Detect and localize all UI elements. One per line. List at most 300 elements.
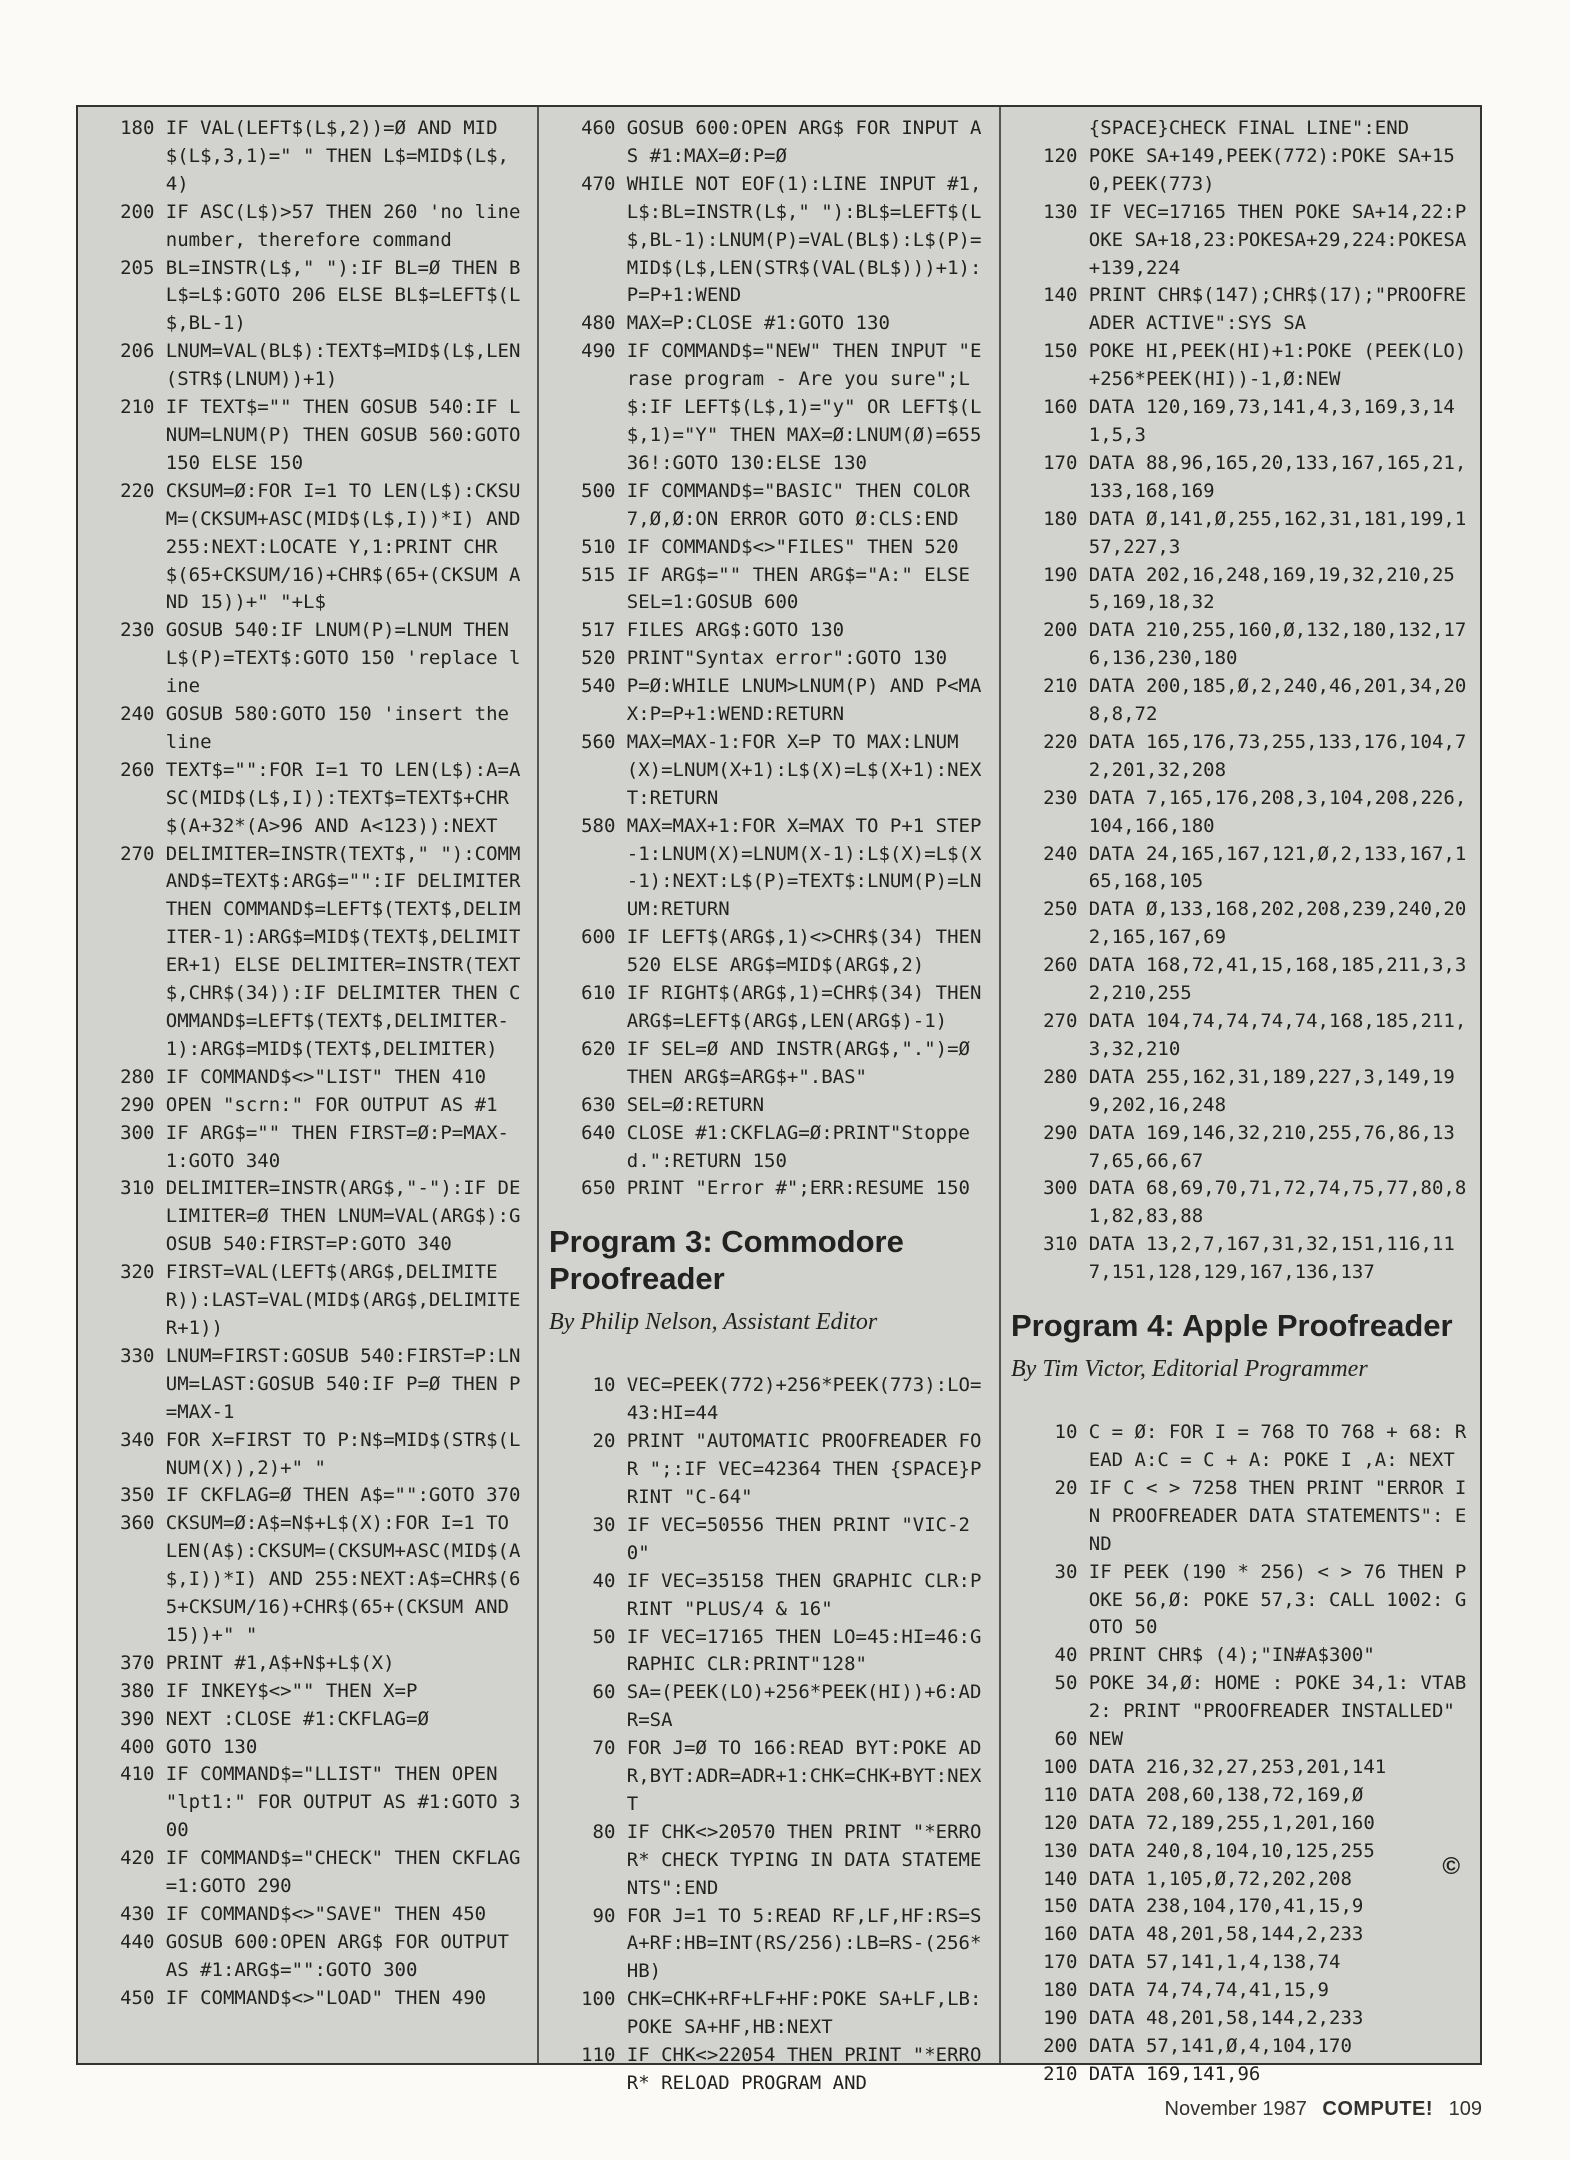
code-line: [1009, 1475, 1474, 1559]
line-number: 100: [1043, 1755, 1078, 1778]
line-code: POKE 34,Ø: HOME : POKE 34,1: VTAB 2: PRINT "PROOFREADER INSTALLED": [1088, 1672, 1478, 1723]
code-line: [86, 1064, 529, 1092]
line-number: 50: [1054, 1672, 1078, 1695]
line-number: 40: [592, 1569, 616, 1592]
line-number: 200: [1043, 2035, 1078, 2057]
line-number: 260: [1043, 954, 1078, 977]
code-line: [1009, 896, 1474, 952]
code-line: [547, 534, 991, 562]
code-line: [1009, 450, 1474, 506]
code-line: [1009, 1977, 1474, 2005]
code-line: [1009, 115, 1474, 143]
line-number: 270: [120, 842, 155, 865]
program-heading: Program 3: Commodore Proofreader: [549, 1224, 904, 1297]
line-number: 140: [1043, 1867, 1078, 1890]
code-line: [1009, 199, 1474, 283]
line-code: IF PEEK (190 * 256) < > 76 THEN POKE 56,Ø: POKE 57,3: CALL 1002: GOTO 50: [1088, 1560, 1467, 1639]
line-code: IF CKFLAG=Ø THEN A$="":GOTO 370: [165, 1484, 521, 1507]
line-number: 140: [1043, 284, 1078, 307]
line-number: 206: [120, 340, 155, 363]
column-2: [539, 107, 1001, 2094]
code-line: [86, 1175, 529, 1259]
code-line: [86, 841, 532, 1064]
code-line: [1009, 785, 1474, 841]
code-line: [547, 310, 991, 338]
code-line: [547, 980, 991, 1036]
line-code: IF COMMAND$<>"FILES" THEN 520: [626, 535, 959, 558]
line-number: 450: [120, 1986, 155, 2009]
line-code: DATA 210,255,160,Ø,132,180,132,176,136,230,180: [1088, 619, 1467, 670]
line-number: 610: [581, 982, 616, 1005]
line-number: 500: [581, 479, 616, 502]
line-code: DATA 240,8,104,10,125,255: [1088, 1839, 1375, 1862]
line-number: 260: [120, 758, 155, 781]
line-number: 60: [1054, 1728, 1078, 1751]
line-number: 210: [120, 396, 155, 419]
line-number: 150: [1043, 1895, 1078, 1918]
line-code: GOSUB 540:IF LNUM(P)=LNUM THEN L$(P)=TEXT$:GOTO 150 'replace line: [165, 619, 521, 698]
column-3: [1001, 107, 1482, 2085]
line-code: GOSUB 600:OPEN ARG$ FOR INPUT AS #1:MAX=Ø:P=Ø: [626, 117, 982, 167]
line-code: GOTO 130: [165, 1735, 258, 1758]
line-number: 130: [1043, 1839, 1078, 1862]
line-code: PRINT"Syntax error":GOTO 130: [626, 647, 948, 670]
line-code: CKSUM=Ø:FOR I=1 TO LEN(L$):CKSUM=(CKSUM+ASC(MID$(L$,I))*I) AND 255:NEXT:LOCATE Y,1:PRINT CHR$(65+CKSUM/16)+CHR$(65+(CKSUM AND 15))+" "+L$: [165, 479, 532, 614]
line-number: 160: [1043, 1923, 1078, 1946]
line-code: MAX=MAX-1:FOR X=P TO MAX:LNUM(X)=LNUM(X+1):L$(X)=L$(X+1):NEXT:RETURN: [626, 730, 982, 809]
code-line: [1009, 729, 1474, 785]
line-code: IF SEL=Ø AND INSTR(ARG$,".")=Ø THEN ARG$=ARG$+".BAS": [626, 1037, 982, 1088]
line-code: PRINT CHR$ (4);"IN#A$300": [1088, 1644, 1375, 1667]
listing-frame: [76, 105, 1482, 2094]
line-number: 210: [1043, 675, 1078, 698]
line-number: 290: [1043, 1121, 1078, 1144]
line-number: 40: [1054, 1644, 1078, 1667]
code-line: [1009, 1838, 1474, 1866]
line-number: 90: [592, 1904, 616, 1927]
line-code: PRINT CHR$(147);CHR$(17);"PROOFREADER ACTIVE":SYS SA: [1088, 284, 1467, 335]
code-line: [1009, 1064, 1474, 1120]
line-code: DATA 24,165,167,121,Ø,2,133,167,165,168,105: [1088, 842, 1467, 893]
line-code: IF COMMAND$<>"LIST" THEN 410: [165, 1065, 487, 1088]
code-line: [1009, 1949, 1474, 1977]
code-line: [547, 1735, 991, 1819]
line-number: 280: [120, 1065, 155, 1088]
line-number: 20: [1054, 1476, 1078, 1499]
line-code: DATA 165,176,73,255,133,176,104,72,201,32,208: [1088, 730, 1467, 781]
code-line: [86, 701, 529, 757]
code-line: [547, 813, 991, 925]
line-code: DATA 72,189,255,1,201,160: [1088, 1811, 1375, 1834]
code-line: [1009, 506, 1474, 562]
line-number: [1009, 115, 1089, 143]
line-number: 160: [1043, 396, 1078, 419]
line-number: 290: [120, 1093, 155, 1116]
code-line: [547, 115, 991, 171]
line-code: IF LEFT$(ARG$,1)<>CHR$(34) THEN 520 ELSE ARG$=MID$(ARG$,2): [626, 926, 993, 977]
line-code: DATA 57,141,Ø,4,104,170: [1088, 2035, 1352, 2057]
code-line: [1009, 1782, 1474, 1810]
line-number: 515: [581, 563, 616, 586]
code-line: [547, 1512, 991, 1568]
line-code: DATA 88,96,165,20,133,167,165,21,133,168,169: [1088, 451, 1467, 502]
line-code: GOSUB 580:GOTO 150 'insert the line: [165, 703, 521, 753]
line-number: 580: [581, 814, 616, 837]
line-code: MAX=P:CLOSE #1:GOTO 130: [626, 312, 890, 335]
code-line: [86, 1901, 529, 1929]
line-number: 150: [1043, 340, 1078, 363]
line-number: 280: [1043, 1065, 1078, 1088]
code-line: [86, 757, 529, 841]
line-number: 520: [581, 647, 616, 670]
line-code: IF COMMAND$="LLIST" THEN OPEN "lpt1:" FOR OUTPUT AS #1:GOTO 300: [165, 1763, 521, 1842]
line-number: 190: [1043, 2007, 1078, 2030]
line-code: PRINT #1,A$+N$+L$(X): [165, 1651, 395, 1674]
line-code: FOR X=FIRST TO P:N$=MID$(STR$(LNUM(X)),2)+" ": [165, 1428, 521, 1479]
code-line: [86, 1761, 529, 1845]
line-number: 20: [592, 1430, 616, 1453]
code-line: [547, 1120, 991, 1176]
code-line: [86, 1678, 529, 1706]
code-line: [1009, 1670, 1478, 1726]
code-line: [547, 1819, 991, 1903]
line-code: MAX=MAX+1:FOR X=MAX TO P+1 STEP -1:LNUM(X)=LNUM(X-1):L$(X)=L$(X-1):NEXT:L$(P)=TEXT$:LNUM(P)=LNUM:RETURN: [626, 814, 993, 921]
code-line: [1009, 1754, 1474, 1782]
line-code: DATA Ø,141,Ø,255,162,31,181,199,157,227,3: [1088, 507, 1467, 558]
code-line: [1009, 952, 1474, 1008]
line-code: C = Ø: FOR I = 768 TO 768 + 68: READ A:C = C + A: POKE I ,A: NEXT: [1088, 1421, 1467, 1471]
code-listing: [539, 1364, 999, 2098]
line-number: 70: [592, 1737, 616, 1760]
line-code: DATA 48,201,58,144,2,233: [1088, 2007, 1364, 2030]
line-code: IF COMMAND$<>"LOAD" THEN 490: [165, 1986, 487, 2009]
code-line: [1009, 617, 1474, 673]
code-line: [1009, 2033, 1474, 2061]
line-code: IF COMMAND$="NEW" THEN INPUT "Erase program - Are you sure";L$:IF LEFT$(L$,1)="y" OR LEFT$(L$,1)="Y" THEN MAX=Ø:LNUM(Ø)=65536!:GOTO 130:ELSE 130: [626, 340, 982, 474]
code-line: [547, 1092, 991, 1120]
code-line: [547, 1624, 991, 1680]
code-line: [547, 338, 991, 478]
line-code: FILES ARG$:GOTO 130: [626, 619, 845, 642]
code-line: [86, 394, 532, 478]
code-line: [547, 562, 991, 618]
line-code: LNUM=FIRST:GOSUB 540:FIRST=P:LNUM=LAST:GOSUB 540:IF P=Ø THEN P=MAX-1: [165, 1344, 521, 1423]
line-number: 240: [1043, 842, 1078, 865]
line-code: IF TEXT$="" THEN GOSUB 540:IF LNUM=LNUM(P) THEN GOSUB 560:GOTO 150 ELSE 150: [165, 396, 532, 474]
line-number: 270: [1043, 1010, 1078, 1032]
line-code: IF VEC=35158 THEN GRAPHIC CLR:PRINT "PLUS/4 & 16": [626, 1569, 982, 1620]
line-number: 470: [581, 172, 616, 195]
line-code: DATA 169,146,32,210,255,76,86,137,65,66,67: [1088, 1121, 1455, 1172]
code-listing: [539, 107, 999, 1203]
line-code: POKE HI,PEEK(HI)+1:POKE (PEEK(LO)+256*PEEK(HI))-1,Ø:NEW: [1088, 340, 1467, 391]
line-number: 205: [120, 256, 155, 279]
code-line: [547, 171, 991, 311]
magazine-name: COMPUTE!: [1322, 2098, 1434, 2120]
code-line: [86, 199, 532, 255]
page-footer: [1165, 2098, 1482, 2121]
code-line: [86, 1343, 529, 1427]
line-code: CKSUM=Ø:A$=N$+L$(X):FOR I=1 TO LEN(A$):CKSUM=(CKSUM+ASC(MID$(A$,I))*I) AND 255:NEXT:A$=CHR$(65+CKSUM/16)+CHR$(65+(CKSUM AND 15))+" ": [165, 1512, 521, 1646]
line-number: 30: [592, 1513, 616, 1536]
line-code: FIRST=VAL(LEFT$(ARG$,DELIMITER)):LAST=VAL(MID$(ARG$,DELIMITER+1)): [165, 1261, 521, 1339]
line-code: DATA 57,141,1,4,138,74: [1088, 1951, 1341, 1974]
line-code: IF CHK<>22054 THEN PRINT "*ERROR* RELOAD PROGRAM AND: [626, 2044, 982, 2094]
line-code: DATA 104,74,74,74,74,168,185,211,3,32,210: [1088, 1010, 1467, 1060]
code-line: [1009, 1726, 1474, 1754]
code-line: [86, 1985, 529, 2013]
line-code: SEL=Ø:RETURN: [626, 1093, 765, 1116]
code-line: [547, 1036, 991, 1092]
line-code: {SPACE}CHECK FINAL LINE":END: [1088, 117, 1410, 139]
code-line: [547, 617, 991, 645]
line-number: 640: [581, 1121, 616, 1144]
code-line: [547, 1679, 991, 1735]
line-number: 110: [581, 2044, 616, 2067]
code-line: [86, 478, 532, 618]
code-line: [1009, 841, 1474, 897]
line-code: IF COMMAND$="BASIC" THEN COLOR 7,Ø,Ø:ON ERROR GOTO Ø:CLS:END: [626, 479, 982, 530]
line-number: 220: [120, 479, 155, 502]
line-number: 10: [592, 1374, 616, 1397]
line-number: 180: [1043, 1979, 1078, 2002]
code-line: [1009, 1419, 1474, 1475]
line-number: 300: [1043, 1177, 1078, 1200]
line-number: 650: [581, 1177, 616, 1200]
code-line: [86, 1120, 529, 1176]
line-number: 370: [120, 1651, 155, 1674]
code-line: [1009, 1008, 1474, 1064]
code-line: [1009, 1231, 1474, 1287]
code-line: [86, 1845, 529, 1901]
program-byline: By Philip Nelson, Assistant Editor: [549, 1309, 878, 1336]
code-line: [1009, 1866, 1474, 1894]
line-code: SA=(PEEK(LO)+256*PEEK(HI))+6:ADR=SA: [626, 1681, 982, 1732]
line-number: 350: [120, 1484, 155, 1507]
line-number: 120: [1043, 144, 1078, 167]
line-number: 110: [1043, 1783, 1078, 1806]
code-line: [547, 1903, 991, 1987]
code-line: [86, 115, 529, 199]
line-code: IF ARG$="" THEN FIRST=Ø:P=MAX-1:GOTO 340: [165, 1121, 509, 1172]
line-code: IF ARG$="" THEN ARG$="A:" ELSE SEL=1:GOSUB 600: [626, 563, 982, 614]
code-line: [547, 924, 991, 980]
line-number: 310: [120, 1177, 155, 1200]
code-line: [547, 673, 991, 729]
line-code: IF VEC=50556 THEN PRINT "VIC-20": [626, 1513, 970, 1564]
code-line: [1009, 1810, 1474, 1838]
code-line: [86, 1092, 529, 1120]
code-listing: [78, 107, 537, 2013]
line-code: DATA Ø,133,168,202,208,239,240,202,165,167,69: [1088, 898, 1467, 949]
line-number: 300: [120, 1121, 155, 1144]
line-code: DATA 120,169,73,141,4,3,169,3,141,5,3: [1088, 396, 1455, 446]
line-number: 560: [581, 730, 616, 753]
line-number: 310: [1043, 1233, 1078, 1256]
line-number: 60: [592, 1681, 616, 1704]
line-number: 230: [120, 619, 155, 642]
program-heading: Program 4: Apple Proofreader: [1011, 1308, 1453, 1344]
line-code: DATA 74,74,74,41,15,9: [1088, 1979, 1329, 2002]
line-code: OPEN "scrn:" FOR OUTPUT AS #1: [165, 1093, 498, 1116]
line-number: 250: [1043, 898, 1078, 921]
line-number: 480: [581, 312, 616, 335]
line-code: DATA 255,162,31,189,227,3,149,199,202,16,248: [1088, 1065, 1455, 1116]
line-code: IF VEC=17165 THEN POKE SA+14,22:POKE SA+18,23:POKESA+29,224:POKESA+139,224: [1088, 200, 1467, 279]
line-code: DATA 7,165,176,208,3,104,208,226,104,166,180: [1088, 786, 1467, 837]
line-code: DATA 202,16,248,169,19,32,210,255,169,18,32: [1088, 563, 1455, 614]
line-code: P=Ø:WHILE LNUM>LNUM(P) AND P<MAX:P=P+1:WEND:RETURN: [626, 675, 982, 726]
line-number: 420: [120, 1847, 155, 1870]
code-line: [547, 1568, 991, 1624]
code-line: [1009, 1175, 1474, 1231]
code-line: [1009, 1642, 1474, 1670]
line-number: 30: [1054, 1560, 1078, 1583]
line-code: DATA 238,104,170,41,15,9: [1088, 1895, 1364, 1918]
line-code: LNUM=VAL(BL$):TEXT$=MID$(L$,LEN(STR$(LNUM))+1): [165, 340, 521, 391]
line-number: 170: [1043, 451, 1078, 474]
line-number: 440: [120, 1930, 155, 1953]
code-line: [1009, 1893, 1474, 1921]
line-code: FOR J=1 TO 5:READ RF,LF,HF:RS=SA+RF:HB=INT(RS/256):LB=RS-(256*HB): [626, 1904, 982, 1983]
line-number: 50: [592, 1625, 616, 1648]
issue-date: November 1987: [1164, 2098, 1307, 2120]
line-code: IF RIGHT$(ARG$,1)=CHR$(34) THEN ARG$=LEFT$(ARG$,LEN(ARG$)-1): [626, 982, 993, 1032]
line-number: 380: [120, 1679, 155, 1702]
line-code: POKE SA+149,PEEK(772):POKE SA+150,PEEK(773): [1088, 144, 1455, 195]
code-line: [1009, 143, 1474, 199]
code-listing: [1001, 1411, 1482, 2089]
line-code: IF COMMAND$<>"SAVE" THEN 450: [165, 1903, 487, 1925]
line-code: NEW: [1088, 1728, 1124, 1751]
code-line: [86, 1929, 529, 1985]
code-line: [1009, 338, 1474, 394]
line-number: 200: [1043, 619, 1078, 642]
code-line: [1009, 1120, 1474, 1176]
line-code: DATA 13,2,7,167,31,32,151,116,117,151,128,129,167,136,137: [1088, 1233, 1455, 1284]
line-code: IF VEC=17165 THEN LO=45:HI=46:GRAPHIC CLR:PRINT"128": [626, 1625, 982, 1676]
line-code: BL=INSTR(L$," "):IF BL=Ø THEN BL$=L$:GOTO 206 ELSE BL$=LEFT$(L$,BL-1): [165, 256, 521, 335]
column-1: [78, 107, 539, 2063]
line-number: 410: [120, 1763, 155, 1786]
line-number: 390: [120, 1707, 155, 1730]
line-code: IF INKEY$<>"" THEN X=P: [165, 1679, 418, 1702]
line-number: 460: [581, 117, 616, 139]
line-number: 170: [1043, 1951, 1078, 1974]
code-line: [547, 478, 991, 534]
code-line: [1009, 562, 1474, 618]
line-code: DELIMITER=INSTR(ARG$,"-"):IF DELIMITER=Ø THEN LNUM=VAL(ARG$):GOSUB 540:FIRST=P:GOTO 340: [165, 1177, 521, 1256]
line-code: NEXT :CLOSE #1:CKFLAG=Ø: [165, 1707, 429, 1730]
code-line: [86, 1259, 529, 1343]
line-number: 340: [120, 1428, 155, 1451]
line-number: 200: [120, 200, 155, 223]
code-line: [1009, 282, 1474, 338]
line-number: 190: [1043, 563, 1078, 586]
line-number: 600: [581, 926, 616, 949]
line-number: 490: [581, 340, 616, 363]
line-number: 430: [120, 1903, 155, 1925]
code-line: [86, 1734, 529, 1762]
code-line: [86, 617, 529, 701]
line-number: 210: [1043, 2062, 1078, 2085]
code-line: [1009, 2005, 1474, 2033]
line-number: 230: [1043, 786, 1078, 809]
line-code: IF VAL(LEFT$(L$,2))=Ø AND MID$(L$,3,1)=" " THEN L$=MID$(L$,4): [165, 117, 509, 195]
line-code: IF CHK<>20570 THEN PRINT "*ERROR* CHECK TYPING IN DATA STATEMENTS":END: [626, 1820, 982, 1899]
copyright-mark: ©: [1442, 1853, 1460, 1880]
code-line: [86, 1510, 529, 1650]
code-line: [547, 1428, 991, 1512]
code-line: [86, 1427, 529, 1483]
line-number: 320: [120, 1261, 155, 1284]
line-number: 220: [1043, 730, 1078, 753]
line-number: 400: [120, 1735, 155, 1758]
line-code: DATA 48,201,58,144,2,233: [1088, 1923, 1364, 1946]
line-number: 540: [581, 675, 616, 698]
line-code: WHILE NOT EOF(1):LINE INPUT #1,L$:BL=INSTR(L$," "):BL$=LEFT$(L$,BL-1):LNUM(P)=VAL(BL$):L$(P)=MID$(L$,LEN(STR$(VAL(BL$)))+1):P=P+1:WEND: [626, 172, 982, 307]
line-code: DATA 216,32,27,253,201,141: [1088, 1755, 1387, 1778]
line-number: 80: [592, 1820, 616, 1843]
line-number: 360: [120, 1512, 155, 1535]
line-code: FOR J=Ø TO 166:READ BYT:POKE ADR,BYT:ADR=ADR+1:CHK=CHK+BYT:NEXT: [626, 1737, 982, 1815]
line-number: 130: [1043, 200, 1078, 223]
code-line: [1009, 673, 1474, 729]
code-line: [86, 1482, 529, 1510]
line-number: 630: [581, 1093, 616, 1116]
line-number: 120: [1043, 1811, 1078, 1834]
line-code: TEXT$="":FOR I=1 TO LEN(L$):A=ASC(MID$(L$,I)):TEXT$=TEXT$+CHR$(A+32*(A>96 AND A<123)):NEXT: [165, 758, 521, 837]
line-code: CLOSE #1:CKFLAG=Ø:PRINT"Stopped.":RETURN 150: [626, 1121, 970, 1172]
code-line: [86, 1650, 529, 1678]
line-number: 330: [120, 1344, 155, 1367]
line-code: DATA 1,105,Ø,72,202,208: [1088, 1867, 1352, 1890]
line-number: 517: [581, 619, 616, 642]
line-code: IF ASC(L$)>57 THEN 260 'no line number, therefore command: [165, 200, 532, 251]
code-line: [86, 255, 529, 339]
line-code: DATA 200,185,Ø,2,240,46,201,34,208,8,72: [1088, 675, 1467, 726]
code-line: [547, 729, 991, 813]
line-number: 180: [120, 117, 155, 139]
code-line: [1009, 1559, 1474, 1643]
page-number: 109: [1448, 2098, 1482, 2120]
code-line: [1009, 394, 1474, 450]
code-line: [547, 645, 991, 673]
code-line: [547, 1175, 991, 1203]
line-code: DATA 169,141,96: [1088, 2062, 1261, 2085]
line-number: 180: [1043, 507, 1078, 530]
code-line: [547, 1986, 991, 2042]
line-number: 240: [120, 703, 155, 726]
code-line: [1009, 1921, 1474, 1949]
program-byline: By Tim Victor, Editorial Programmer: [1011, 1356, 1368, 1383]
line-code: DATA 208,60,138,72,169,Ø: [1088, 1783, 1364, 1806]
code-listing: [1001, 107, 1482, 1287]
line-code: IF COMMAND$="CHECK" THEN CKFLAG=1:GOTO 290: [165, 1847, 521, 1898]
line-code: PRINT "Error #";ERR:RESUME 150: [626, 1177, 970, 1200]
code-line: [86, 338, 529, 394]
line-code: DATA 168,72,41,15,168,185,211,3,32,210,255: [1088, 954, 1467, 1005]
line-number: 510: [581, 535, 616, 558]
line-code: VEC=PEEK(772)+256*PEEK(773):LO=43:HI=44: [626, 1374, 982, 1425]
line-number: 10: [1054, 1421, 1078, 1444]
line-code: CHK=CHK+RF+LF+HF:POKE SA+LF,LB:POKE SA+HF,HB:NEXT: [626, 1988, 982, 2039]
code-line: [86, 1706, 529, 1734]
line-code: DELIMITER=INSTR(TEXT$," "):COMMAND$=TEXT$:ARG$="":IF DELIMITER THEN COMMAND$=LEFT$(TEXT$,DELIMITER-1):ARG$=MID$(TEXT$,DELIMITER+1) ELSE DELIMITER=INSTR(TEXT$,CHR$(34)):IF DELIMITER THEN COMMAND$=LEFT$(TEXT$,DELIMITER-1):ARG$=MID$(TEXT$,DELIMITER): [165, 842, 532, 1060]
code-line: [547, 1372, 991, 1428]
code-line: [1009, 2061, 1474, 2089]
line-code: DATA 68,69,70,71,72,74,75,77,80,81,82,83,88: [1088, 1177, 1467, 1228]
